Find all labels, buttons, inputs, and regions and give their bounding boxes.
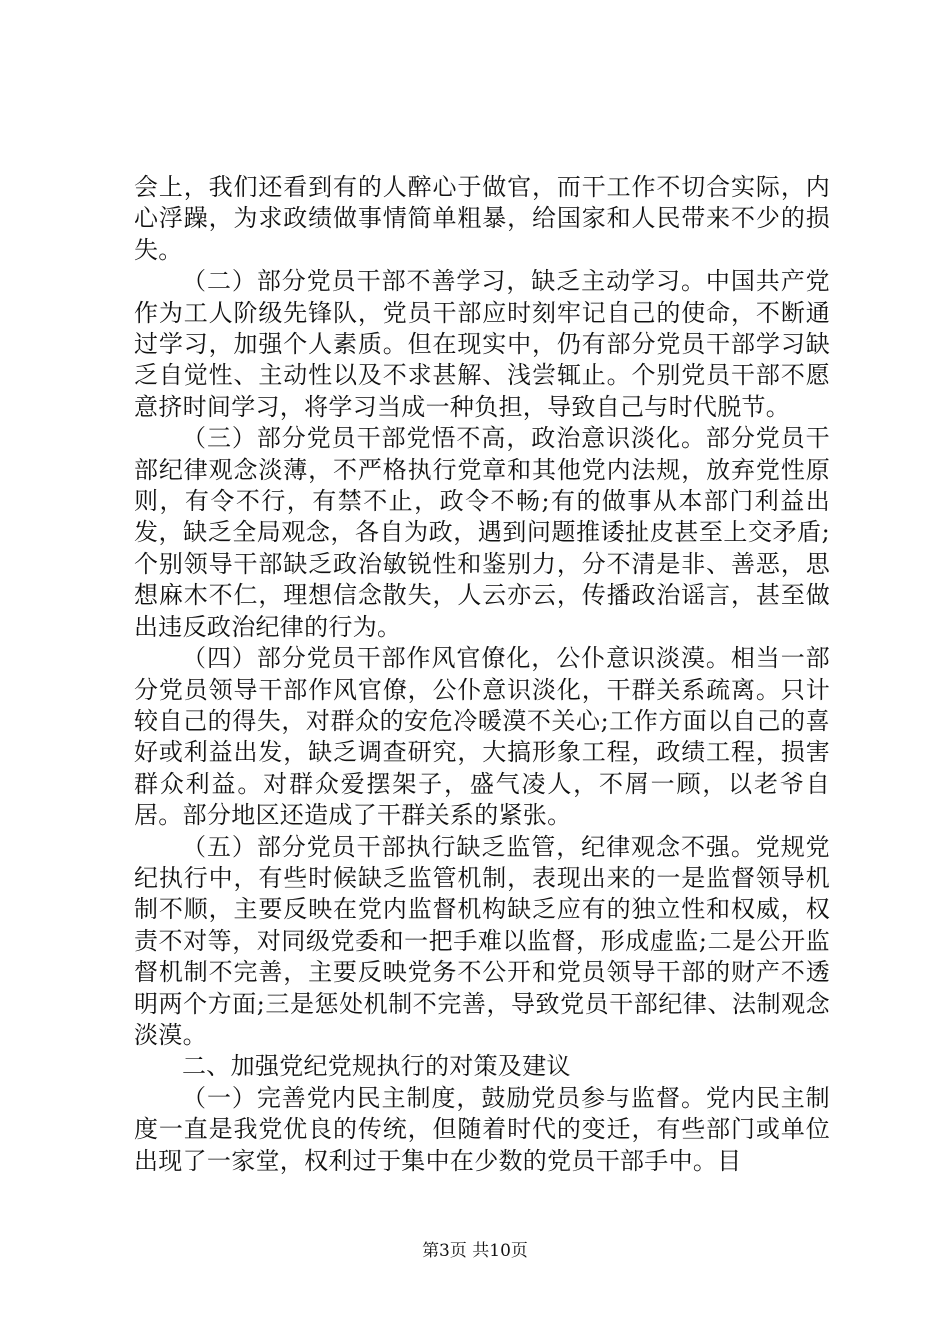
paragraph-continuation: 会上，我们还看到有的人醉心于做官，而干工作不切合实际，内心浮躁，为求政绩做事情简单粗暴，给国家和人民带来不少的损失。 [134,173,830,264]
page-footer: 第3页 共10页 [422,1241,528,1261]
paragraph-item-5: （五）部分党员干部执行缺乏监管，纪律观念不强。党规党纪执行中，有些时候缺乏监管机制，表现出来的一是监督领导机制不顺，主要反映在党内监督机构缺乏应有的独立性和权威，权责不对等，对同级党委和一把手难以监督，形成虚监;二是公开监督机制不完善，主要反映党务不公开和党员领导干部的财产不透明两个方面;三是惩处机制不完善，导致党员干部纪律、法制观念淡漠。 [134,832,830,1049]
document-body [134,172,830,1177]
paragraph-item-4: （四）部分党员干部作风官僚化，公仆意识淡漠。相当一部分党员领导干部作风官僚，公仆意识淡化，干群关系疏离。只计较自己的得失，对群众的安危冷暖漠不关心;工作方面以自己的喜好或利益出发，缺乏调查研究，大搞形象工程，政绩工程，损害群众利益。对群众爱摆架子，盛气凌人，不屑一顾，以老爷自居。部分地区还造成了干群关系的紧张。 [134,644,830,830]
paragraph-item-3: （三）部分党员干部党悟不高，政治意识淡化。部分党员干部纪律观念淡薄，不严格执行党章和其他党内法规，放弃党性原则，有令不行，有禁不止，政令不畅;有的做事从本部门利益出发，缺乏全局观念，各自为政，遇到问题推诿扯皮甚至上交矛盾;个别领导干部缺乏政治敏锐性和鉴别力，分不清是非、善恶，思想麻木不仁，理想信念散失，人云亦云，传播政治谣言，甚至做出违反政治纪律的行为。 [134,424,830,641]
paragraph-measure-1: （一）完善党内民主制度，鼓励党员参与监督。党内民主制度一直是我党优良的传统，但随着时代的变迁，有些部门或单位出现了一家堂，权利过于集中在少数的党员干部手中。目 [134,1083,830,1175]
section-heading: 二、加强党纪党规执行的对策及建议 [182,1052,571,1081]
paragraph-item-2: （二）部分党员干部不善学习，缺乏主动学习。中国共产党作为工人阶级先锋队，党员干部应时刻牢记自己的使命，不断通过学习，加强个人素质。但在现实中，仍有部分党员干部学习缺乏自觉性、主动性以及不求甚解、浅尝辄止。个别党员干部不愿意挤时间学习，将学习当成一种负担，导致自己与时代脱节。 [134,267,830,421]
